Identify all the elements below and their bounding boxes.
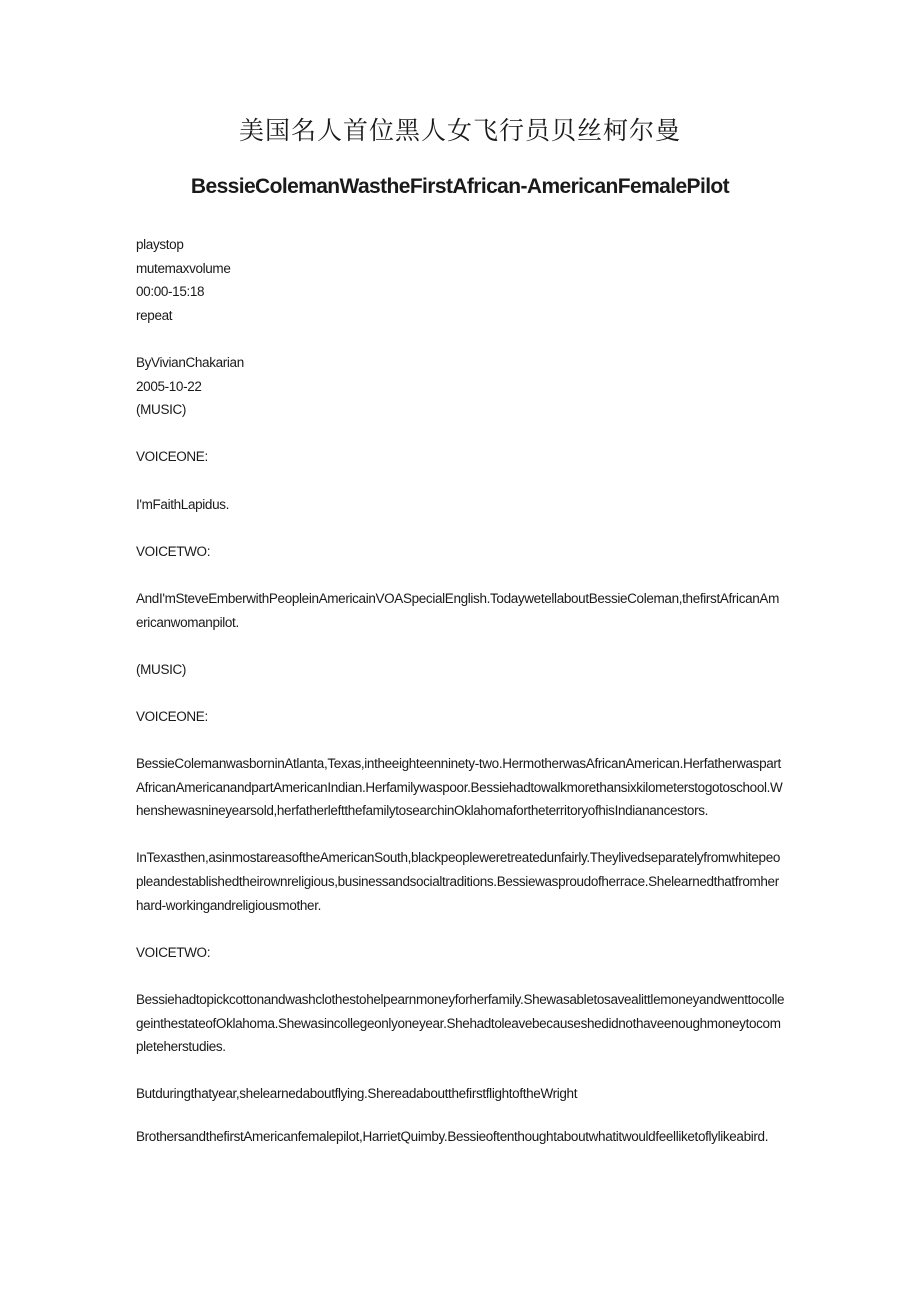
paragraph: Butduringthatyear,shelearnedaboutflying.ShereadaboutthefirstflightoftheWright — [136, 1086, 578, 1102]
speaker-label: VOICEONE: — [136, 708, 208, 724]
page-title-chinese: 美国名人首位黑人女飞行员贝丝柯尔曼 — [238, 116, 681, 145]
paragraph: InTexasthen,asinmostareasoftheAmericanSouth,blackpeopleweretreatedunfairly.Theylivedseparatelyfromwhitepeopleandestablishedtheirownreligious,businessandsocialtraditions.Bessiewasproudofherrace.Shelearnedthatfromherhard-workingandreligiousmother. — [136, 850, 781, 913]
paragraph: Bessiehadtopickcottonandwashclothestohelpearnmoneyforherfamily.ShewasabletosavealittlemoneyandwenttocollegeinthestateofOklahoma.Shewasincollegeonlyoneyear.Shehadtoleavebecauseshedidnothaveenoughmoneytocompleteherstudies. — [136, 992, 785, 1055]
player-time: 00:00-15:18 — [136, 284, 205, 300]
paragraph: AndI'mSteveEmberwithPeopleinAmericainVOASpecialEnglish.TodaywetellaboutBessieColeman,thefirstAfricanAmericanwomanpilot. — [136, 590, 779, 630]
player-controls-volume: mutemaxvolume — [136, 260, 231, 276]
paragraph: BrothersandthefirstAmericanfemalepilot,HarrietQuimby.Bessieoftenthoughtaboutwhatitwouldfeelliketoflylikeabird. — [136, 1128, 769, 1144]
page-title-english: BessieColemanWastheFirstAfrican-AmericanFemalePilot — [190, 175, 730, 198]
document-body — [136, 233, 786, 1149]
paragraph: BessieColemanwasborninAtlanta,Texas,intheeighteenninety-two.HermotherwasAfricanAmerican.HerfatherwaspartAfricanAmericanandpartAmericanIndian.Herfamilywaspoor.Bessiehadtowalkmorethansixkilometerstogotoschool.Whenshewasnineyearsold,herfatherleftthefamilytosearchinOklahomafortheterritoryofhisIndianancestors. — [136, 756, 783, 819]
publish-date: 2005-10-22 — [136, 378, 202, 394]
player-repeat: repeat — [136, 307, 173, 323]
paragraph: I'mFaithLapidus. — [136, 496, 230, 512]
speaker-label: VOICETWO: — [136, 944, 211, 960]
author-byline: ByVivianChakarian — [136, 354, 244, 370]
music-cue: (MUSIC) — [136, 402, 187, 418]
music-cue: (MUSIC) — [136, 661, 187, 677]
player-controls-play-stop: playstop — [136, 237, 184, 252]
speaker-label: VOICEONE: — [136, 449, 208, 465]
speaker-label: VOICETWO: — [136, 543, 211, 559]
